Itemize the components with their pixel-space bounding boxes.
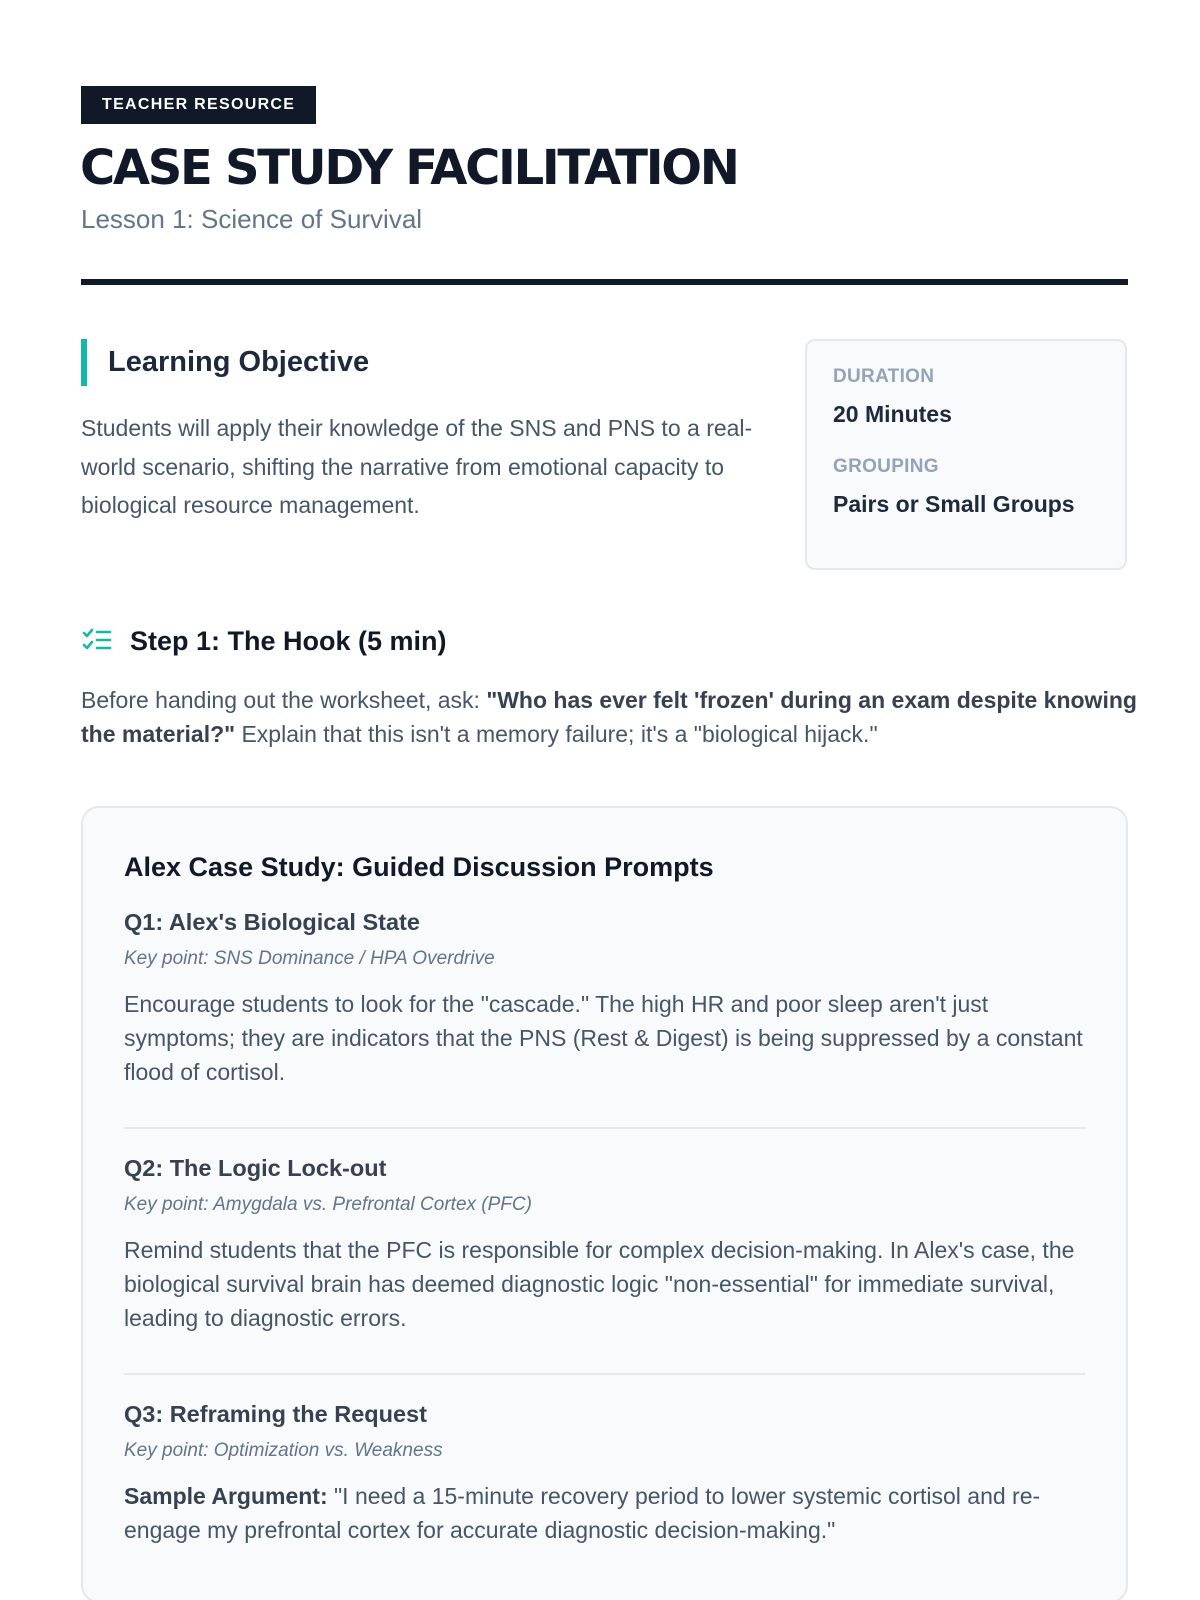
- learning-objective-text: Students will apply their knowledge of the SNS and PNS to a real-world scenario, shifting the narrative from emotional capacity to biological resource management.: [81, 415, 753, 518]
- q3-body: [124, 1479, 1085, 1547]
- q2-key-point: Key point: Amygdala vs. Prefrontal Cortex (PFC): [124, 1194, 532, 1215]
- q2-title: Q2: The Logic Lock-out: [124, 1155, 387, 1181]
- q3-body-text: "I need a 15-minute recovery period to lower systemic cortisol and re-engage my prefrontal cortex for accurate diagnostic decision-making.": [124, 1483, 1041, 1543]
- q3-body-label: Sample Argument:: [124, 1483, 328, 1509]
- grouping-label: GROUPING: [833, 456, 939, 477]
- checklist-icon: [81, 625, 113, 657]
- duration-value: 20 Minutes: [833, 401, 952, 427]
- step-1-hook-text: [81, 683, 1141, 751]
- q2-body: Remind students that the PFC is responsible for complex decision-making. In Alex's case, the biological survival brain has deemed diagnostic logic "non-essential" for immediate survival, leading to diagnostic errors.: [124, 1237, 1075, 1331]
- q1-body: Encourage students to look for the "cascade." The high HR and poor sleep aren't just symptoms; they are indicators that the PNS (Rest & Digest) is being suppressed by a constant flood of cortisol.: [124, 991, 1083, 1085]
- discussion-prompts-heading: Alex Case Study: Guided Discussion Prompts: [124, 852, 714, 882]
- q3-key-point: Key point: Optimization vs. Weakness: [124, 1440, 443, 1461]
- accent-bar: [81, 339, 87, 386]
- page-subtitle: Lesson 1: Science of Survival: [81, 204, 423, 234]
- hook-outro: Explain that this isn't a memory failure; it's a "biological hijack.": [235, 721, 878, 747]
- duration-label: DURATION: [833, 366, 935, 387]
- prompt-q2: [124, 1129, 1085, 1375]
- prompt-q1: [124, 883, 1085, 1129]
- teacher-resource-badge: TEACHER RESOURCE: [81, 86, 316, 124]
- hook-intro: Before handing out the worksheet, ask:: [81, 687, 487, 713]
- step-1-heading: Step 1: The Hook (5 min): [130, 625, 447, 656]
- q1-title: Q1: Alex's Biological State: [124, 909, 420, 935]
- q1-key-point: Key point: SNS Dominance / HPA Overdrive: [124, 948, 495, 969]
- learning-objective-heading: Learning Objective: [108, 346, 370, 378]
- page-title: CASE STUDY FACILITATION: [80, 140, 738, 196]
- learning-objective-header: [81, 339, 761, 386]
- lesson-info-card: [805, 339, 1127, 570]
- learning-objective-section: [81, 339, 761, 525]
- step-1-header: [81, 625, 447, 657]
- header-divider: [81, 279, 1128, 285]
- discussion-prompts-card: [81, 806, 1128, 1600]
- grouping-value: Pairs or Small Groups: [833, 491, 1075, 517]
- prompt-q3: [124, 1375, 1085, 1547]
- hook-question: "Who has ever felt 'frozen' during an exam despite knowing the material?": [81, 687, 1137, 747]
- q3-title: Q3: Reframing the Request: [124, 1401, 427, 1427]
